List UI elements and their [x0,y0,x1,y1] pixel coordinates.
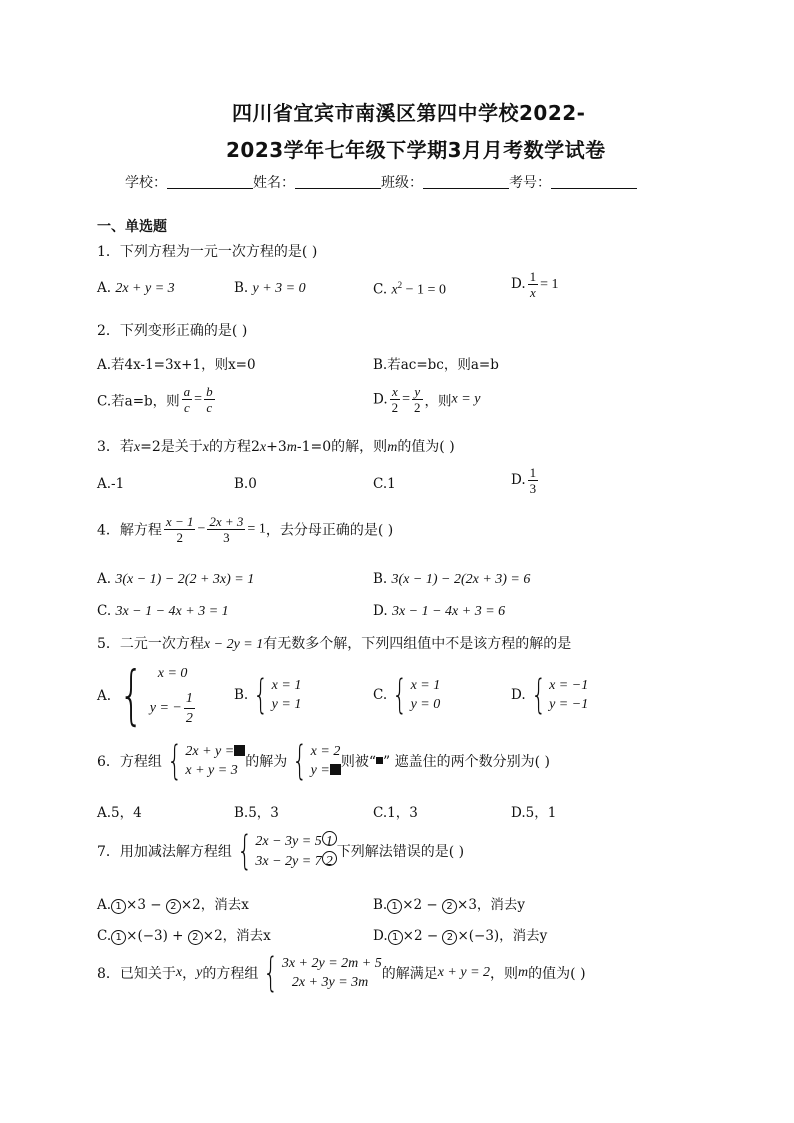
brace-icon: { [392,672,408,718]
option-label: D. [511,472,526,488]
circled-number-icon: 2 [322,851,337,866]
equation-system [526,672,589,718]
equation-rest: = 1 [247,521,266,537]
option-text: ×3 − [126,897,166,913]
question-8-stem [97,950,586,996]
q2-option-c[interactable] [97,384,217,415]
option-label: B. [373,897,388,913]
option-fraction [528,269,539,300]
q3-option-c[interactable]: C.1 [373,476,396,492]
q1-option-b[interactable] [234,280,306,297]
option-label: C. [97,603,112,619]
option-fraction [390,384,401,415]
stem-text: 的方程2 [209,439,260,455]
q5-option-d[interactable] [511,672,589,718]
row-math: 2x + y = [185,744,235,759]
fraction-denominator: 2 [414,400,421,415]
q7-option-d[interactable] [373,924,547,945]
system-row: x = 1 [271,678,302,693]
circled-number-icon: 2 [166,899,181,914]
fraction-denominator: 2 [176,530,183,545]
stem-text: 有无数多个解，下列四组值中不是该方程的解的是 [263,636,572,652]
question-5-stem [97,633,571,653]
number-label: 考号： [509,175,551,191]
option-label: D. [511,276,526,292]
system-row [311,761,341,780]
exam-title-line2: 2023学年七年级下学期3月月考数学试卷 [226,138,606,162]
q6-option-d[interactable]: D.5，1 [511,805,557,821]
fraction-denominator: c [184,400,190,415]
stem-text: 的解满足 [381,966,438,982]
system-rows [311,742,341,780]
system-row: x + y = 3 [185,763,238,778]
q5-option-b[interactable] [234,672,302,718]
circled-number-icon: 2 [188,930,203,945]
option-label: B. [373,571,388,587]
stem-text: 的方程组 [202,966,259,982]
equation-fraction [164,514,196,545]
circled-number-icon: 1 [387,899,402,914]
option-label: A. [97,571,112,587]
option-math: y + 3 = 0 [252,281,306,296]
q3-option-d[interactable] [511,465,540,496]
system-rows [150,664,197,728]
stem-text: 7．用加减法解方程组 [97,844,232,860]
option-math: 3(x − 1) − 2(2 + 3x) = 1 [115,572,255,587]
equals-sign: = [194,391,203,407]
option-text: ×(−3) + [126,928,188,944]
math-var: m [518,965,529,980]
question-6-stem [97,738,550,784]
fraction-denominator: 2 [185,711,193,726]
math-var: m [387,440,398,455]
stem-math: x − 2y = 1 [203,637,264,652]
option-text: ×2，消去x [202,928,271,944]
fraction-numerator: x − 1 [165,514,194,529]
brace-icon: { [292,738,308,784]
q4-option-b[interactable] [373,571,530,588]
question-4-stem [97,514,393,545]
option-text: ×2 − [402,897,443,913]
q4-option-c[interactable] [97,603,229,620]
stem-text: ， [182,966,197,982]
stem-text: ，则 [490,966,519,982]
math-var: x [202,440,209,455]
q7-option-b[interactable] [373,893,525,914]
class-blank[interactable] [423,188,509,189]
equation-system [162,738,245,784]
option-fraction [412,384,423,415]
option-text: ×2，消去x [180,897,249,913]
stem-text: ，去分母正确的是( ) [265,522,394,539]
option-math: 2x + y = 3 [115,281,175,296]
option-label: B. [234,687,249,703]
option-label: D. [511,687,526,703]
option-math-exponent: 2 [397,280,403,290]
equation-fraction [207,514,245,545]
equation-system [232,828,337,874]
stem-text: -1=0的解，则 [296,439,388,455]
question-2-stem: 2．下列变形正确的是( ) [97,323,248,339]
option-label: A. [97,897,112,913]
stem-text: 的解为 [245,754,288,770]
option-math-var: x [391,282,398,298]
system-row [150,689,197,728]
system-row: x = 0 [157,666,188,681]
fraction-denominator: c [206,400,213,415]
stem-text: 8．已知关于 [97,966,176,982]
circled-number-icon: 1 [388,930,403,945]
option-label: D. [373,603,388,619]
option-label: C. [373,281,388,298]
q2-option-d[interactable] [373,384,480,415]
stem-text: 的值为( ) [397,439,455,455]
option-math: x = y [451,391,481,407]
q2-option-b[interactable]: B.若ac=bc，则a=b [373,357,499,373]
option-math-rest: − 1 = 0 [402,282,446,298]
q1-option-c[interactable] [373,280,446,299]
brace-icon: { [530,672,547,718]
brace-icon: { [119,659,144,733]
brace-icon: { [263,950,279,996]
option-math: 3(x − 1) − 2(2x + 3) = 6 [391,572,531,587]
stem-text: 5．二元一次方程 [97,636,204,652]
system-row [255,831,336,851]
option-text: ，则 [424,393,452,410]
circled-number-icon: 1 [322,831,337,846]
equation-system [111,659,197,733]
fraction-numerator: 1 [529,269,537,284]
circled-number-icon: 2 [442,930,457,945]
system-row: x = −1 [549,678,589,693]
stem-text: 3．若 [97,439,134,455]
fraction-numerator: x [390,384,401,400]
math-var: x [175,965,183,980]
fraction-numerator: y [412,384,423,400]
q4-option-a[interactable] [97,571,254,588]
system-rows [272,676,302,714]
stem-text: ” 遮盖住的两个数分别为( ) [383,754,550,770]
fraction-numerator: 1 [529,465,537,480]
q1-option-a[interactable] [97,280,175,297]
covered-square-icon [330,764,341,775]
system-rows [185,742,245,780]
q3-option-a[interactable]: A.-1 [97,476,125,492]
section-heading: 一、单选题 [97,219,167,235]
question-3-stem [97,436,455,456]
school-blank[interactable] [167,188,253,189]
question-7-stem [97,828,465,874]
row-math: 3x − 2y = 7 [255,854,322,869]
fraction-denominator: 2 [391,400,399,415]
q1-option-d[interactable] [511,269,559,300]
math-var: x [133,440,141,455]
option-label: C. [97,928,112,944]
brace-icon: { [237,828,253,874]
stem-text: 4．解方程 [97,522,162,539]
stem-text: 则被“ [340,754,376,770]
system-row: y = −1 [549,697,589,712]
row-math: 2x − 3y = 5 [255,834,322,849]
fraction-denominator: 3 [529,481,537,496]
option-fraction [528,465,539,496]
covered-square-icon [234,745,245,756]
option-label: B. [234,280,249,296]
brace-icon: { [167,738,183,784]
circled-number-icon: 2 [442,899,457,914]
q6-option-a[interactable]: A.5，4 [97,805,142,821]
system-row: 3x + 2y = 2m + 5 [281,956,382,971]
math-var: m [286,440,297,455]
school-label: 学校： [125,175,167,191]
option-label: C. [373,687,388,703]
math-var: y [196,965,203,980]
equals-sign: = [402,391,411,407]
name-blank[interactable] [295,188,381,189]
system-row: x = 1 [410,678,441,693]
stem-math: x + y = 2 [437,965,491,980]
student-info-line [125,172,637,192]
option-math: 3x − 1 − 4x + 3 = 6 [391,604,506,619]
equation-system [387,672,441,718]
stem-text: 的值为( ) [528,966,586,982]
option-text: ×2 − [402,928,443,944]
system-row [185,742,245,761]
option-text: ×(−3)，消去y [457,928,548,944]
system-row: y = 1 [271,697,302,712]
option-fraction [182,384,193,415]
system-row [255,851,336,871]
option-math: 3x − 1 − 4x + 3 = 1 [115,604,229,619]
equation-system [287,738,341,784]
system-rows [549,676,588,714]
system-row: x = 2 [310,744,341,759]
option-fraction [204,384,215,415]
math-var: x [259,440,267,455]
q2-option-a[interactable]: A.若4x-1=3x+1，则x=0 [97,357,256,373]
option-text: C.若a=b，则 [97,393,180,410]
circled-number-icon: 1 [111,899,126,914]
system-rows [411,676,441,714]
equation-system [258,950,382,996]
minus-sign: − [197,521,206,537]
exam-title-line1: 四川省宜宾市南溪区第四中学校2022- [232,101,586,125]
q7-option-c[interactable] [97,924,271,945]
fraction-numerator: 1 [184,689,195,709]
brace-icon: { [253,672,269,718]
name-label: 姓名： [253,175,295,191]
option-label: A. [97,688,112,704]
stem-text: +3 [266,439,287,455]
question-1-stem: 1．下列方程为一元一次方程的是( ) [97,244,318,260]
system-rows [282,954,382,992]
q3-option-b[interactable]: B.0 [234,476,257,492]
row-math: y = − [149,700,182,716]
option-label: D. [373,928,388,944]
fraction-numerator: b [206,384,213,399]
option-label: D. [373,391,388,408]
system-rows [255,831,336,871]
fraction-denominator: 3 [223,530,230,545]
system-row: 2x + 3y = 3m [291,975,369,990]
option-text: ×3，消去y [457,897,526,913]
option-label: A. [97,280,112,296]
q6-option-b[interactable]: B.5，3 [234,805,279,821]
small-square-icon [376,757,383,764]
equation-system [248,672,302,718]
option-math-rest: = 1 [540,277,559,292]
q4-option-d[interactable] [373,603,505,620]
fraction-numerator: 2x + 3 [209,514,244,529]
q5-option-a[interactable] [97,659,197,733]
fraction-numerator: a [183,384,191,399]
q7-option-a[interactable] [97,893,249,914]
number-blank[interactable] [551,188,637,189]
circled-number-icon: 1 [111,930,126,945]
stem-text: =2是关于 [140,439,203,455]
class-label: 班级： [381,175,423,191]
q5-option-c[interactable] [373,672,441,718]
row-fraction [184,689,195,728]
fraction-denominator: x [530,285,536,300]
q6-option-c[interactable]: C.1，3 [373,805,418,821]
system-row: y = 0 [410,697,441,712]
stem-text: 6．方程组 [97,754,162,770]
stem-text: 下列解法错误的是( ) [336,844,465,860]
row-math: y = [310,763,330,778]
